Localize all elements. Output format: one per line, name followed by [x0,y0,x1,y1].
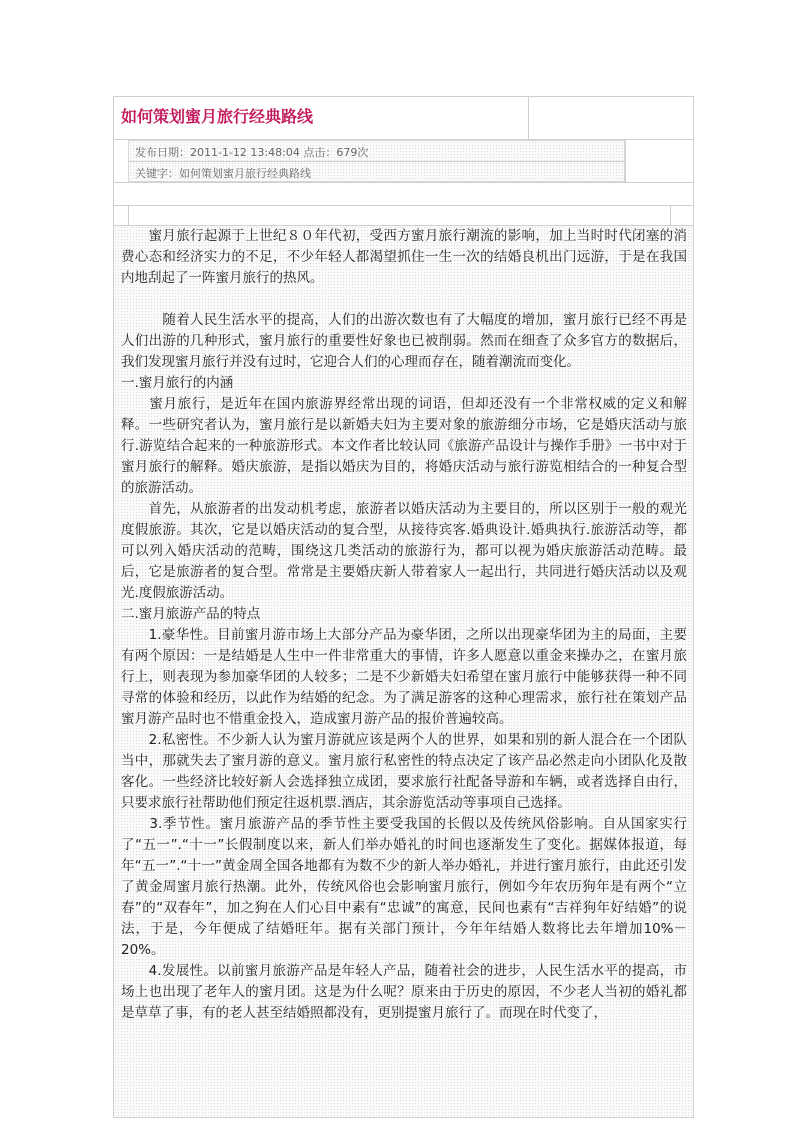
frame-divider [128,205,129,225]
paragraph: 蜜月旅行起源于上世纪８０年代初，受西方蜜月旅行潮流的影响，加上当时时代闭塞的消费心态和经济实力的不足，不少年轻人都渴望抓住一生一次的结婚良机出门远游，于是在我国内地刮起了一阵蜜月旅行的热风。 [121,228,687,286]
paragraph-spacer [121,289,687,310]
publish-info: 发布日期：2011-1-12 13:48:04 点击：679次 [135,146,369,159]
paragraph: 首先，从旅游者的出发动机考虑，旅游者以婚庆活动为主要目的，所以区别于一般的观光度假旅游。其次，它是以婚庆活动的复合型，从接待宾客.婚典设计.婚典执行.旅游活动等，都可以列入婚庆活动的范畴，围绕这几类活动的旅游行为，都可以视为婚庆旅游活动范畴。最后，它是旅游者的复合型。常常是主要婚庆新人带着家人一起出行，共同进行婚庆活动以及观光.度假旅游活动。 [121,501,687,601]
frame-divider [670,205,671,225]
paragraph: 2.私密性。不少新人认为蜜月游就应该是两个人的世界，如果和别的新人混合在一个团队当中，那就失去了蜜月游的意义。蜜月旅行私密性的特点决定了该产品必然走向小团队化及散客化。一些经济比较好新人会选择独立成团，要求旅行社配备导游和车辆，或者选择自由行，只要求旅行社帮助他们预定往返机票.酒店，其余游览活动等事项自己选择。 [121,732,687,811]
frame-divider [625,139,626,182]
frame-divider [128,161,625,162]
frame-divider [113,182,694,183]
frame-divider [113,205,694,206]
section-heading: 一.蜜月旅行的内涵 [121,375,234,391]
section-heading: 二.蜜月旅游产品的特点 [121,606,261,622]
keywords: 关键字：如何策划蜜月旅行经典路线 [135,167,311,180]
paragraph: 4.发展性。以前蜜月旅游产品是年轻人产品，随着社会的进步，人民生活水平的提高，市场上也出现了老年人的蜜月团。这是为什么呢？原来由于历史的原因，不少老人当初的婚礼都是草草了事，有的老人甚至结婚照都没有，更别提蜜月旅行了。而现在时代变了， [121,963,687,1021]
frame-divider [528,96,529,139]
paragraph: 3.季节性。蜜月旅游产品的季节性主要受我国的长假以及传统风俗影响。自从国家实行了“五一”.“十一”长假制度以来，新人们举办婚礼的时间也逐渐发生了变化。据媒体报道，每年“五一”.“十一”黄金周全国各地都有为数不少的新人举办婚礼，并进行蜜月旅行，由此还引发了黄金周蜜月旅行热潮。此外，传统风俗也会影响蜜月旅行，例如今年农历狗年是有两个“立春”的“双春年”，加之狗在人们心目中素有“忠诚”的寓意，民间也素有“吉祥狗年好结婚”的说法，于是，今年便成了结婚旺年。据有关部门预计，今年年结婚人数将比去年增加10%－20%。 [121,816,688,958]
article-body [121,226,687,1024]
paragraph: 蜜月旅行，是近年在国内旅游界经常出现的词语，但却还没有一个非常权威的定义和解释。一些研究者认为，蜜月旅行是以新婚夫妇为主要对象的旅游细分市场，它是婚庆活动与旅行.游览结合起来的一种旅游形式。本文作者比较认同《旅游产品设计与操作手册》一书中对于蜜月旅行的解释。婚庆旅游，是指以婚庆为目的，将婚庆活动与旅行游览相结合的一种复合型的旅游活动。 [121,396,687,496]
article-title: 如何策划蜜月旅行经典路线 [121,107,314,126]
paragraph: 1.豪华性。目前蜜月游市场上大部分产品为豪华团，之所以出现豪华团为主的局面，主要有两个原因：一是结婚是人生中一件非常重大的事情，许多人愿意以重金来操办之，在蜜月旅行上，则表现为参加豪华团的人较多；二是不少新婚夫妇希望在蜜月旅行中能够获得一种不同寻常的体验和经历，以此作为结婚的纪念。为了满足游客的这种心理需求，旅行社在策划产品蜜月游产品时也不惜重金投入，造成蜜月游产品的报价普遍较高。 [121,627,687,727]
paragraph: 随着人民生活水平的提高，人们的出游次数也有了大幅度的增加，蜜月旅行已经不再是人们出游的几种形式，蜜月旅行的重要性好象也已被削弱。然而在细查了众多官方的数据后，我们发现蜜月旅行并没有过时，它迎合人们的心理而存在，随着潮流而变化。 [121,312,687,370]
